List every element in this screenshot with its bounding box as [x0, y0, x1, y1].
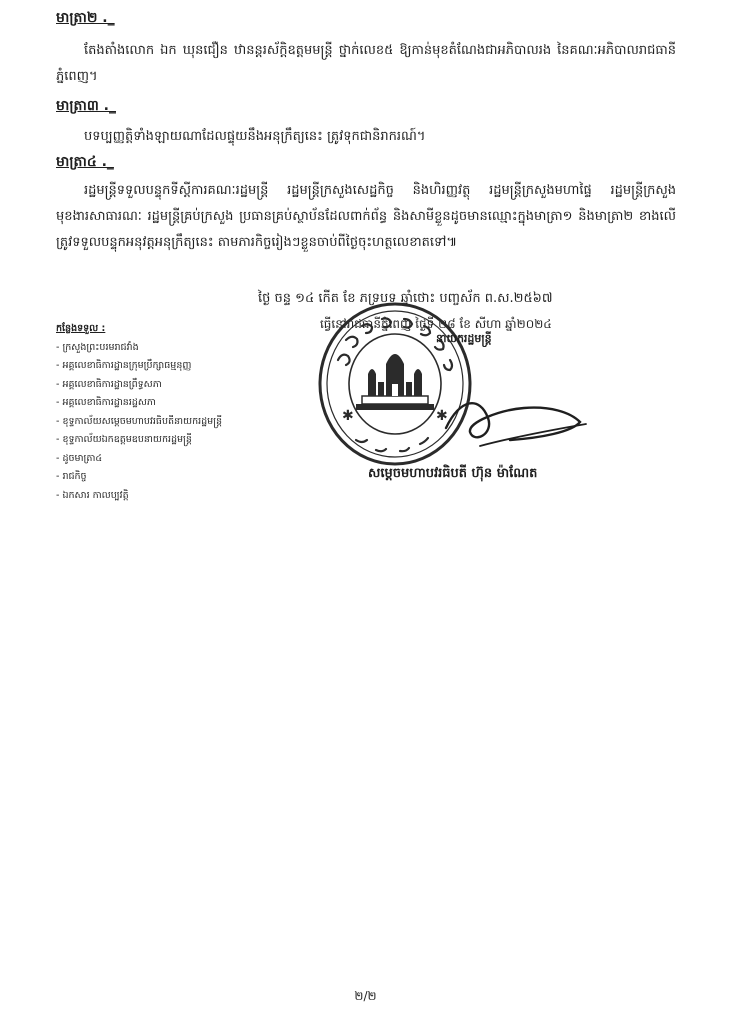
article-4-text [56, 178, 676, 256]
article-2-text [56, 38, 676, 90]
signature-icon [440, 388, 590, 458]
solar-date: ធ្វើនៅរាជធានីភ្នំពេញ ថ្ងៃទី ២៨ ខែ សីហា ឆ្នាំ២០២៤ [320, 317, 552, 331]
svg-text:✱: ✱ [342, 408, 354, 424]
article-2-body: តែងតាំងលោក ឯក ឃុនជឿន ឋានន្តរស័ក្តិឧត្តមមន្ត្រី ថ្នាក់លេខ៥ ឱ្យកាន់មុខតំណែងជាអភិបាលរង នៃគណៈអភិបាលរាជធានីភ្នំពេញ។ [56, 43, 676, 84]
recipient-item: - ខុទ្ទកាល័យសម្តេចមហាបវរធិបតីនាយករដ្ឋមន្ត្រី [56, 415, 223, 427]
recipients-title: កន្លែងទទួល : [56, 323, 106, 334]
article-3-body: បទប្បញ្ញត្តិទាំងឡាយណាដែលផ្ទុយនឹងអនុក្រឹត្យនេះ ត្រូវទុកជានិរាករណ៍។ [84, 129, 426, 144]
recipient-item: - ក្រសួងព្រះបរមរាជវាំង [56, 341, 139, 353]
article-3-text [56, 124, 676, 150]
article-4-heading: មាត្រា៤ ._ [56, 154, 114, 170]
recipient-item: - ឯកសារ កាលប្បវត្តិ [56, 489, 129, 501]
svg-text:✱: ✱ [436, 408, 448, 424]
page-number: ២/២ [354, 989, 377, 1003]
article-3-heading: មាត្រា៣ ._ [56, 98, 116, 114]
lunar-date: ថ្ងៃ ចន្ទ ១៤ កើត ខែ ភទ្របទ ឆ្នាំថោះ បញ្ចស័ក ព.ស.២៥៦៧ [258, 291, 553, 306]
recipient-item: - អគ្គលេខាធិការដ្ឋានរដ្ឋសភា [56, 397, 156, 408]
recipient-item: - អគ្គលេខាធិការដ្ឋានព្រឹទ្ធសភា [56, 378, 162, 390]
recipient-item: - ដូចមាត្រា៤ [56, 452, 103, 464]
recipients-list [56, 320, 222, 505]
signer-title: នាយករដ្ឋមន្ត្រី [436, 332, 492, 345]
article-4-body: រដ្ឋមន្ត្រីទទួលបន្ទុកទីស្តីការគណៈរដ្ឋមន្ត្រី រដ្ឋមន្ត្រីក្រសួងសេដ្ឋកិច្ច និងហិរញ្ញវត្ថុ រដ្ឋមន្ត្រីក្រសួងមហាផ្ទៃ រដ្ឋមន្ត្រីក្រសួងមុខងារសាធារណៈ រដ្ឋមន្ត្រីគ្រប់ក្រសួង ប្រធានគ្រប់ស្ថាប័នដែលពាក់ព័ន្ធ និងសាមីខ្លួនដូចមានឈ្មោះក្នុងមាត្រា១ និងមាត្រា២ ខាងលើ ត្រូវទទួលបន្ទុកអនុវត្តអនុក្រឹត្យនេះ តាមភារកិច្ចរៀងៗខ្លួនចាប់ពីថ្ងៃចុះហត្ថលេខាតទៅ៕ [56, 183, 676, 250]
recipient-item: - ខុទ្ទកាល័យឯកឧត្តមឧបនាយករដ្ឋមន្ត្រី [56, 434, 192, 445]
recipient-item: - អគ្គលេខាធិការដ្ឋានក្រុមប្រឹក្សាធម្មនុញ្ញ [56, 360, 192, 371]
recipient-item: - រាជកិច្ច [56, 471, 87, 482]
signer-name: សម្តេចមហាបវរធិបតី ហ៊ុន ម៉ាណែត [368, 466, 538, 481]
article-2-heading: មាត្រា២ ._ [56, 10, 115, 26]
